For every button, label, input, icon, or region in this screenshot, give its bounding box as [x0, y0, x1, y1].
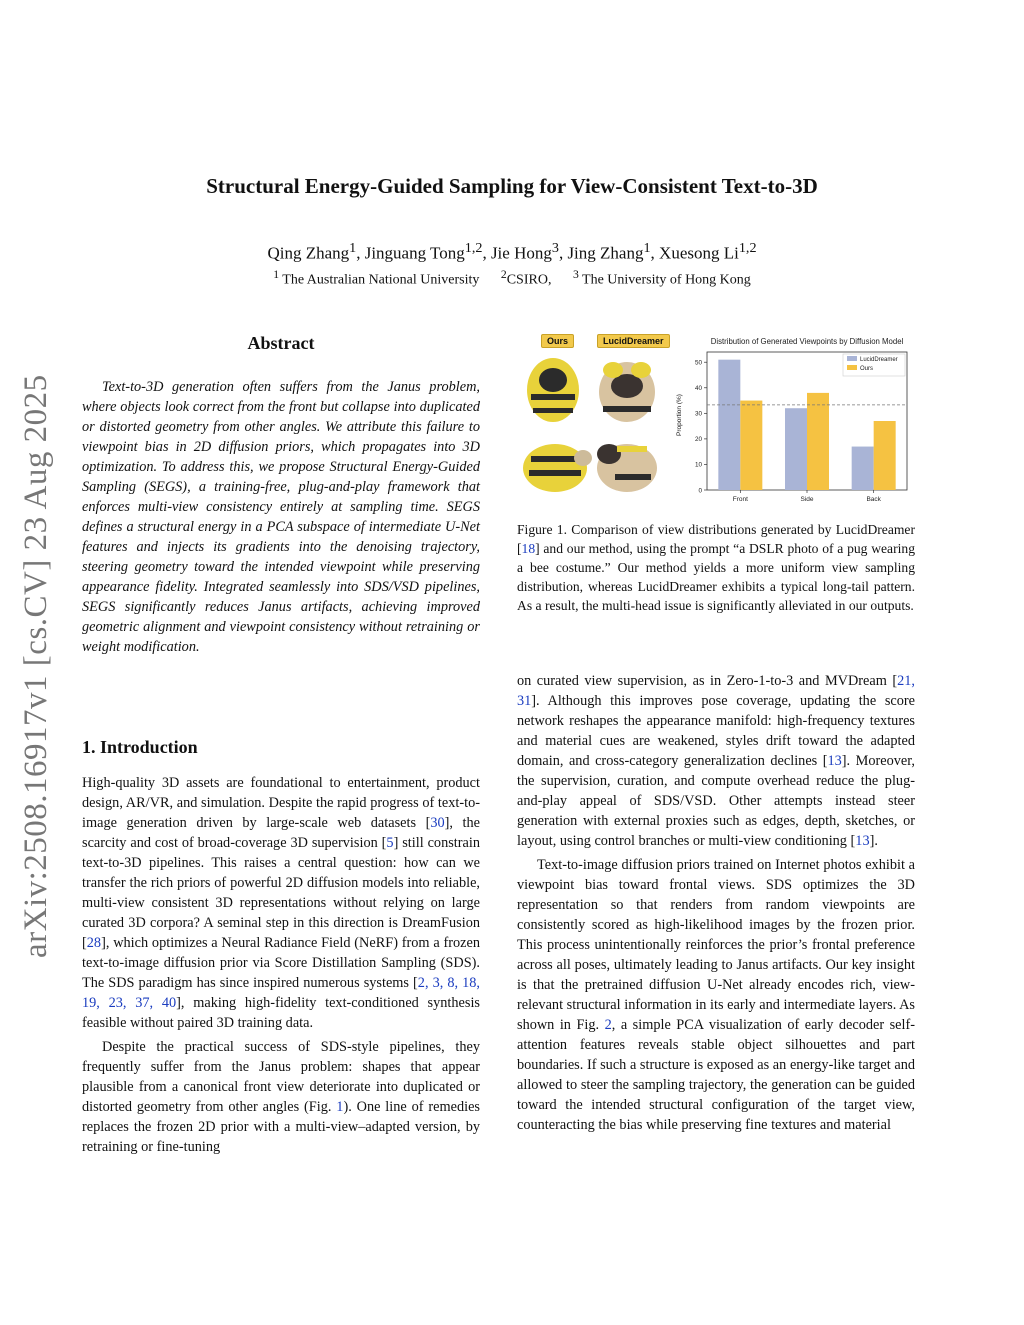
- y-tick-label: 50: [694, 359, 702, 367]
- affil-sup: 1: [273, 268, 280, 281]
- legend-swatch: [847, 365, 857, 370]
- author-list: Qing Zhang$^1$, Jinguang Tong$^{1,2}$, Jie Hong$^3$, Jing Zhang$^1$, Xuesong Li$^{1,2}$: [267, 240, 757, 263]
- abstract-heading: Abstract: [247, 333, 315, 353]
- author-name: Jie Hong: [490, 243, 552, 263]
- citation-link[interactable]: 21, 31: [517, 673, 915, 709]
- left-column: [82, 773, 480, 1161]
- author-affil-sup: 1: [643, 240, 651, 256]
- affil-sup: 3: [572, 268, 579, 281]
- viewpoint-distribution-chart: [667, 330, 915, 508]
- affil-sup: 2: [500, 268, 507, 281]
- author-name: Jing Zhang: [567, 243, 644, 263]
- intro-heading: 1. Introduction: [82, 737, 198, 757]
- pug-render-ours-front: [527, 358, 579, 422]
- x-tick-label: Front: [732, 496, 748, 503]
- bar-ours-front: [740, 401, 762, 490]
- bar-luciddreamer-front: [718, 360, 740, 490]
- citation-link[interactable]: 18: [521, 541, 536, 556]
- bar-luciddreamer-back: [852, 447, 874, 490]
- abstract-body: Text-to-3D generation often suffers from the Janus problem, where objects look correct from the front but collapse into duplicated or distorted geometry from other angles. We attribute this failure to viewpoint bias in 2D diffusion priors, which propagates into 3D optimization. To address this, we propose Structural Energy-Guided Sampling (SEGS), a training-free, plug-and-play framework that enforces multi-view consistency entirely at sampling time. SEGS defines a structural energy in a PCA subspace of intermediate U-Net features and injects its gradients into the denoising trajectory, steering geometry toward the intended viewpoint while preserving appearance fidelity. Integrated seamlessly into SDS/VSD pipelines, SEGS significantly reduces Janus artifacts, achieving improved geometric alignment and viewpoint consistency without retraining or weight modification.: [82, 379, 480, 655]
- affiliation: The Australian National University: [282, 272, 480, 288]
- bar-ours-back: [874, 421, 896, 490]
- citation-link[interactable]: 28: [86, 935, 102, 951]
- author-affil-sup: 1,2: [464, 240, 483, 256]
- ours-label: Ours: [541, 334, 574, 348]
- pug-render-lucid-back: [597, 444, 657, 492]
- figure-ref-link[interactable]: 2: [604, 1017, 612, 1033]
- author-name: Jinguang Tong: [364, 243, 465, 263]
- affiliation: CSIRO,: [506, 272, 552, 288]
- bar-luciddreamer-side: [785, 408, 807, 490]
- author-name: Xuesong Li: [659, 243, 739, 263]
- pug-renders: [517, 350, 667, 510]
- citation-link[interactable]: 13: [855, 833, 870, 849]
- affiliations: [0, 268, 1024, 289]
- legend-swatch: [847, 356, 857, 361]
- arxiv-identifier: arXiv:2508.16917v1 [cs.CV] 23 Aug 2025: [18, 374, 54, 958]
- citation-link[interactable]: 2, 3, 8, 18, 19, 23, 37, 40: [82, 975, 480, 1011]
- chart-ylabel: Proportion (%): [676, 394, 683, 436]
- author-name: Qing Zhang: [267, 243, 350, 263]
- citation-link[interactable]: 5: [386, 835, 394, 851]
- intro-paragraph-4: Text-to-image diffusion priors trained on Internet photos exhibit a viewpoint bias toward frontal views. SDS optimizes the 3D representation so that renders from random viewpoints are consistently scored as high-likelihood images by the frozen prior. This process unintentionally reinforces the prior’s frontal preference across all poses, ultimately leading to Janus artifacts. Our key insight is that the pretrained diffusion U-Net already encodes rich, view-relevant structural information in its early and intermediate layers. As shown in Fig. 2, a simple PCA visualization of early decoder self-attention features reveals stable object silhouettes and part boundaries. If such a structure is exposed as an energy-like target and allowed to steer the sampling trajectory, the generation can be guided toward the intended structural configuration of the target view, counteracting the bias while preserving fine textures and material: [517, 857, 916, 1133]
- right-column: [517, 671, 915, 1139]
- intro-paragraph-2: Despite the practical success of SDS-style pipelines, they frequently suffer from the Janus problem: shapes that appear plausible from a canonical front view deteriorate into duplicated or distorted geometry from other angles (Fig. 1). One line of remedies replaces the frozen 2D prior with a multi-view–adapted version, by retraining or fine-tuning: [82, 1039, 480, 1155]
- chart-title: Distribution of Generated Viewpoints by Diffusion Model: [710, 337, 904, 346]
- y-tick-label: 0: [698, 487, 702, 495]
- figure-1: [517, 330, 915, 510]
- citation-link[interactable]: 30: [430, 815, 445, 831]
- y-tick-label: 10: [694, 461, 702, 469]
- luciddreamer-label: LucidDreamer: [597, 334, 670, 348]
- pug-render-lucid-front: [599, 362, 655, 422]
- y-tick-label: 20: [694, 436, 702, 444]
- author-affil-sup: 1,2: [738, 240, 757, 256]
- figure-1-caption: Figure 1. Comparison of view distributions generated by LucidDreamer [18] and our method, using the prompt “a DSLR photo of a pug wearing a bee costume.” Our method yields a more uniform view sampling distribution, whereas LucidDreamer exhibits a typical long-tail pattern. As a result, the multi-head issue is significantly alleviated in our outputs.: [517, 522, 915, 613]
- author-affil-sup: 1: [349, 240, 357, 256]
- legend-label: Ours: [860, 366, 874, 372]
- x-tick-label: Back: [866, 496, 881, 503]
- y-tick-label: 40: [694, 385, 702, 393]
- y-tick-label: 30: [694, 410, 702, 418]
- author-affil-sup: 3: [551, 240, 559, 256]
- x-tick-label: Side: [800, 496, 814, 503]
- intro-paragraph-1: High-quality 3D assets are foundational to entertainment, product design, AR/VR, and simulation. Despite the rapid progress of text-to-image generation driven by large-scale web datasets [30], the scarcity and cost of broad-coverage 3D supervision [5] still constrain text-to-3D pipelines. This raises a central question: how can we transfer the rich priors of powerful 2D diffusion models into reliable, multi-view consistent 3D representations without relying on large curated 3D corpora? A seminal step in this direction is DreamFusion [28], which optimizes a Neural Radiance Field (NeRF) from a frozen text-to-image diffusion prior via Score Distillation Sampling (SDS). The SDS paradigm has since inspired numerous systems [2, 3, 8, 18, 19, 23, 37, 40], making high-fidelity text-conditioned synthesis feasible without paired 3D training data.: [82, 775, 480, 1031]
- paper-title: Structural Energy-Guided Sampling for View-Consistent Text-to-3D: [206, 174, 818, 198]
- figure-ref-link[interactable]: 1: [336, 1099, 344, 1115]
- citation-link[interactable]: 13: [827, 753, 842, 769]
- affiliation: The University of Hong Kong: [582, 272, 751, 288]
- legend-label: LucidDreamer: [860, 357, 898, 363]
- pug-render-ours-back: [523, 444, 592, 492]
- bar-ours-side: [807, 393, 829, 490]
- intro-paragraph-3: on curated view supervision, as in Zero-1-to-3 and MVDream [21, 31]. Although this improves pose coverage, updating the score network reshapes the appearance manifold: high-frequency textures and material cues are weakened, styles drift toward the adapted domain, and cross-category generalization declines [13]. Moreover, the supervision, curation, and compute overhead reduce the plug-and-play appeal of SDS/VSD. Other attempts instead steer generation with external proxies such as edges, depth, sketches, or layout, using control branches or multi-view conditioning [13].: [517, 673, 915, 849]
